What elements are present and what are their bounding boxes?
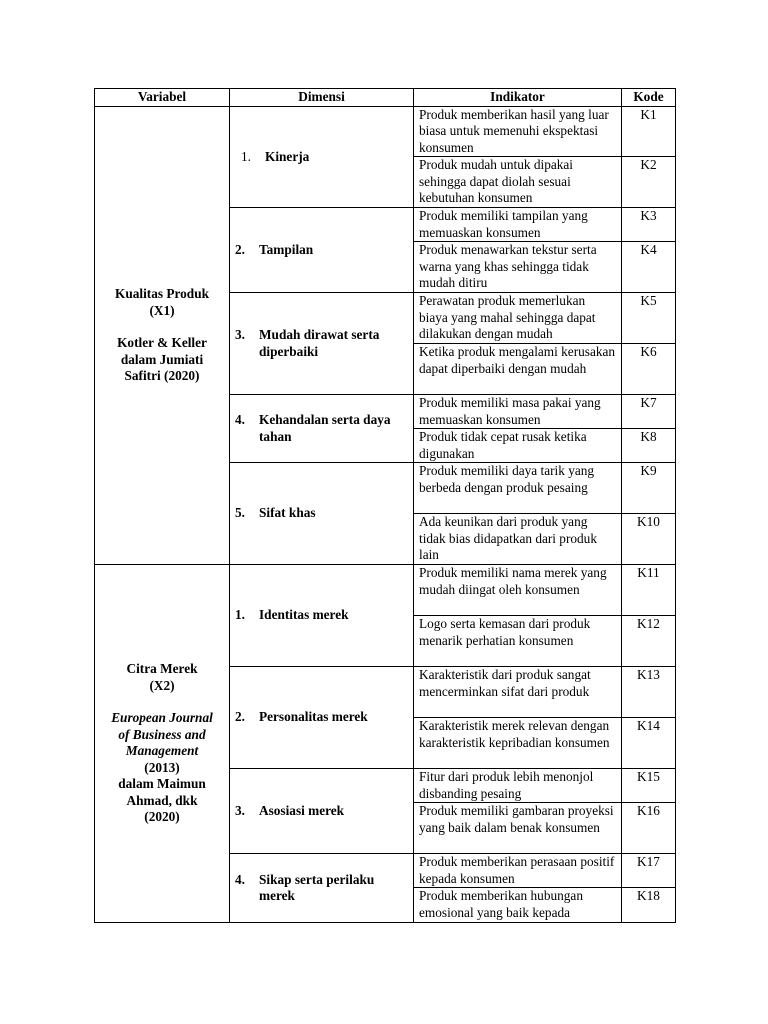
variable-title: Citra Merek: [126, 661, 198, 677]
spacer: [100, 694, 224, 710]
indicator-cell: Produk tidak cepat rusak ketika digunakan: [414, 429, 622, 463]
variable-source-italic: Management: [125, 743, 199, 759]
dimension-name: Personalitas merek: [259, 709, 368, 725]
code-cell: K14: [622, 718, 676, 769]
dimension-name: Kinerja: [265, 148, 310, 164]
code-cell: K9: [622, 463, 676, 514]
indicator-cell: Karakteristik merek relevan dengan karakteristik kepribadian konsumen: [414, 718, 622, 769]
indicator-cell: Perawatan produk memerlukan biaya yang mahal sehingga dapat dilakukan dengan mudah: [414, 293, 622, 344]
table-body: [95, 106, 676, 923]
code-cell: K12: [622, 616, 676, 667]
dimension-cell: [230, 769, 414, 854]
indicator-cell: Produk memiliki daya tarik yang berbeda dengan produk pesaing: [414, 463, 622, 514]
dimension-cell: [230, 463, 414, 565]
dimension-name: Sifat khas: [259, 505, 316, 521]
dimension-item: [235, 872, 408, 905]
indicator-cell: Ada keunikan dari produk yang tidak bias didapatkan dari produk lain: [414, 514, 622, 565]
indicator-cell: Produk memiliki tampilan yang memuaskan konsumen: [414, 208, 622, 242]
dimension-name: Sikap serta perilaku merek: [259, 871, 375, 903]
variable-source: dalam Jumiati: [120, 351, 204, 367]
dimension-number: 4.: [235, 871, 245, 887]
dimension-item: [235, 505, 408, 522]
header-row: [95, 89, 676, 107]
header-kode: Kode: [622, 89, 676, 107]
code-cell: K7: [622, 395, 676, 429]
code-cell: K8: [622, 429, 676, 463]
dimension-name: Asosiasi merek: [259, 802, 345, 818]
code-cell: K6: [622, 344, 676, 395]
code-cell: K10: [622, 514, 676, 565]
indicator-cell: Ketika produk mengalami kerusakan dapat diperbaiki dengan mudah: [414, 344, 622, 395]
indicator-cell: Karakteristik dari produk sangat mencerminkan sifat dari produk: [414, 667, 622, 718]
code-cell: K18: [622, 888, 676, 923]
indicator-table: [94, 88, 676, 923]
indicator-cell: Produk memiliki gambaran proyeksi yang baik dalam benak konsumen: [414, 803, 622, 854]
indicator-cell: Produk menawarkan tekstur serta warna yang khas sehingga tidak mudah ditiru: [414, 242, 622, 293]
header-variabel: Variabel: [95, 89, 230, 107]
dimension-name: Kehandalan serta daya tahan: [259, 412, 391, 444]
indicator-cell: Produk memiliki masa pakai yang memuaskan konsumen: [414, 395, 622, 429]
dimension-number: 2.: [235, 709, 245, 725]
dimension-cell: [230, 293, 414, 395]
dimension-number: 1.: [235, 607, 245, 623]
dimension-cell: [230, 395, 414, 463]
dimension-item: [235, 412, 408, 445]
variable-source: Ahmad, dkk: [126, 792, 198, 808]
variable-source-italic: European Journal: [111, 710, 213, 726]
indicator-cell: Produk memberikan hasil yang luar biasa untuk memenuhi ekspektasi konsumen: [414, 106, 622, 157]
variable-title: (X1): [149, 302, 175, 318]
variable-source: dalam Maimun: [118, 776, 206, 792]
spacer: [100, 319, 224, 335]
dimension-cell: [230, 667, 414, 769]
dimension-item: [235, 709, 408, 726]
code-cell: K4: [622, 242, 676, 293]
dimension-item: [235, 149, 408, 166]
indicator-cell: Produk memiliki nama merek yang mudah diingat oleh konsumen: [414, 565, 622, 616]
variable-source: Kotler & Keller: [117, 335, 207, 350]
table-row: [95, 106, 676, 157]
table-row: [95, 565, 676, 616]
variable-title: (X2): [149, 677, 175, 693]
dimension-name: Identitas merek: [259, 607, 349, 623]
dimension-item: [235, 803, 408, 820]
variable-cell: [95, 106, 230, 565]
variable-title: Kualitas Produk: [115, 286, 209, 301]
dimension-number: 2.: [235, 241, 245, 257]
code-cell: K13: [622, 667, 676, 718]
code-cell: K2: [622, 157, 676, 208]
dimension-number: 3.: [235, 327, 245, 342]
indicator-cell: Produk memberikan hubungan emosional yang baik kepada: [414, 888, 622, 923]
code-cell: K3: [622, 208, 676, 242]
header-indikator: Indikator: [414, 89, 622, 107]
code-cell: K11: [622, 565, 676, 616]
dimension-number: 1.: [241, 148, 251, 164]
dimension-cell: [230, 106, 414, 208]
dimension-name: Tampilan: [259, 241, 314, 257]
dimension-number: 4.: [235, 412, 245, 427]
indicator-cell: Produk mudah untuk dipakai sehingga dapat diolah sesuai kebutuhan konsumen: [414, 157, 622, 208]
dimension-name: Mudah dirawat serta diperbaiki: [259, 327, 380, 359]
dimension-cell: [230, 854, 414, 923]
dimension-number: 5.: [235, 505, 245, 521]
dimension-cell: [230, 208, 414, 293]
dimension-number: 3.: [235, 802, 245, 818]
dimension-item: [235, 607, 408, 624]
indicator-cell: Fitur dari produk lebih menonjol disbanding pesaing: [414, 769, 622, 803]
code-cell: K17: [622, 854, 676, 888]
code-cell: K16: [622, 803, 676, 854]
dimension-cell: [230, 565, 414, 667]
indicator-cell: Logo serta kemasan dari produk menarik perhatian konsumen: [414, 616, 622, 667]
code-cell: K15: [622, 769, 676, 803]
variable-source-italic: of Business and: [118, 726, 206, 742]
variable-source: (2013): [144, 759, 180, 775]
code-cell: K5: [622, 293, 676, 344]
variable-source: Safitri (2020): [124, 368, 200, 383]
indicator-cell: Produk memberikan perasaan positif kepada konsumen: [414, 854, 622, 888]
variable-cell: [95, 565, 230, 923]
dimension-item: [235, 242, 408, 259]
dimension-item: [235, 327, 408, 360]
header-dimensi: Dimensi: [230, 89, 414, 107]
code-cell: K1: [622, 106, 676, 157]
variable-source: (2020): [144, 809, 180, 825]
